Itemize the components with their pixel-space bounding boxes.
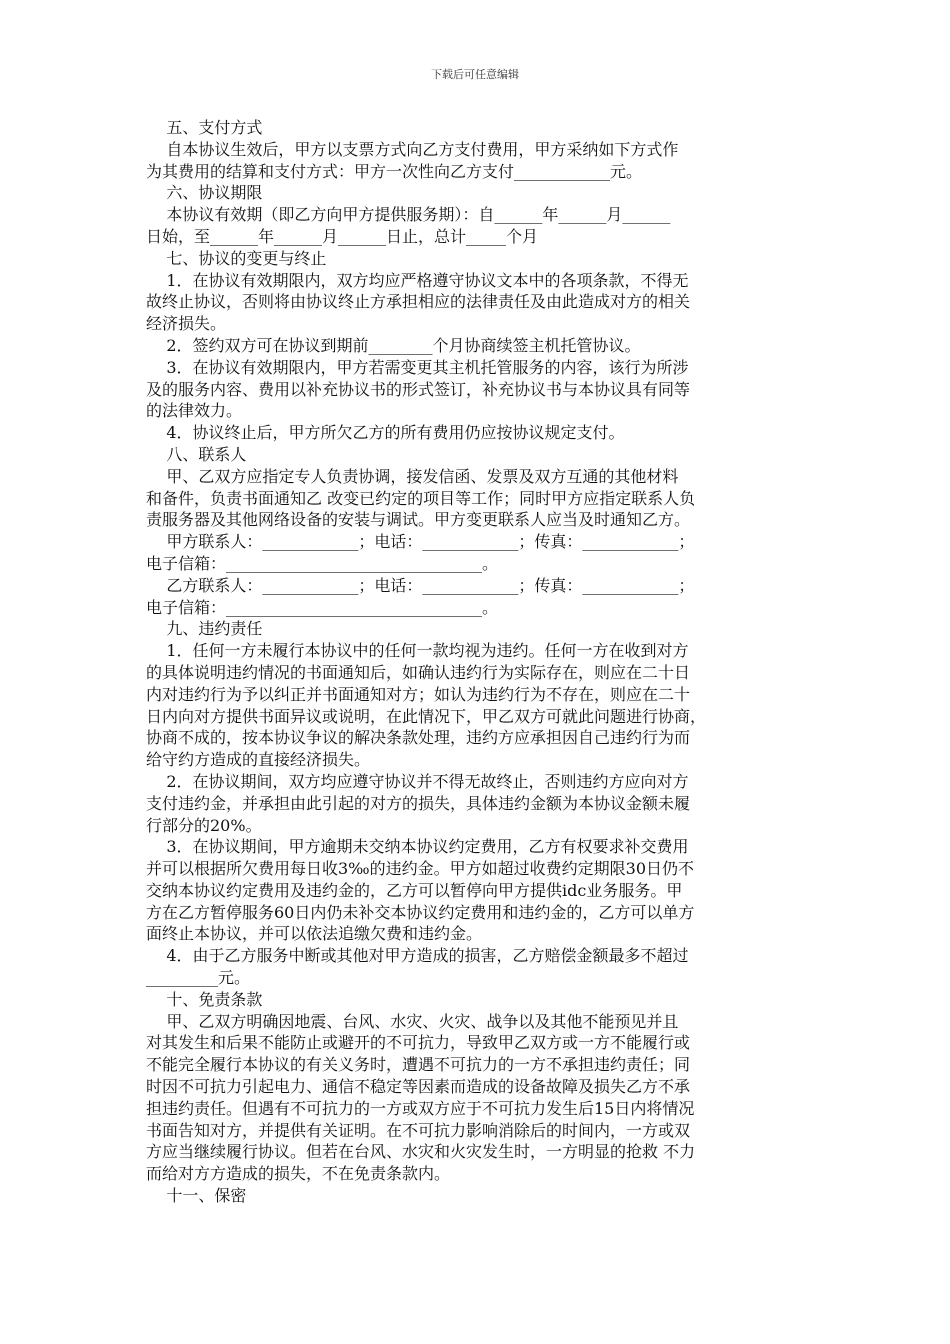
page-header: 下载后可任意编辑: [431, 68, 519, 81]
document-line: 电子信箱：________________________________。: [146, 597, 499, 617]
document-line: 八、联系人: [146, 444, 247, 464]
document-line: 面终止本协议，并可以依法追缴欠费和违约金。: [146, 924, 483, 944]
document-line: 给守约方造成的直接经济损失。: [146, 750, 371, 770]
document-line: 方应当继续履行协议。但若在台风、水灾和火灾发生时，一方明显的抢救 不力: [146, 1142, 696, 1162]
document-line: 4．由于乙方服务中断或其他对甲方造成的损害，乙方赔偿金额最多不超过: [146, 946, 689, 966]
document-line: 甲、乙双方应指定专人负责协调，接发信函、发票及双方互通的其他材料: [146, 466, 679, 486]
document-line: 九、违约责任: [146, 619, 263, 639]
document-line: 并可以根据所欠费用每日收3‰的违约金。甲方如超过收费约定期限30日仍不: [146, 859, 695, 879]
document-line: 2．签约双方可在协议到期前________个月协商续签主机托管协议。: [146, 335, 641, 355]
document-line: 乙方联系人：____________；电话：____________；传真：____________；: [146, 575, 695, 595]
document-line: 交纳本协议约定费用及违约金的，乙方可以暂停向甲方提供idc业务服务。甲: [146, 880, 683, 900]
document-line: 的具体说明违约情况的书面通知后，如确认违约行为实际存在，则应在二十日: [146, 662, 691, 682]
document-line: _________元。: [146, 968, 251, 988]
document-line: 内对违约行为予以纠正并书面通知对方；如认为违约行为不存在，则应在二十: [146, 684, 691, 704]
document-line: 日内向对方提供书面异议或说明，在此情况下，甲乙双方可就此问题进行协商，: [146, 706, 707, 726]
document-line: 支付违约金，并承担由此引起的对方的损失，具体违约金额为本协议金额未履: [146, 793, 691, 813]
document-line: 1．在协议有效期限内，双方均应严格遵守协议文本中的各项条款，不得无: [146, 270, 689, 290]
document-body: [146, 117, 806, 1207]
document-line: 甲方联系人：____________；电话：____________；传真：____________；: [146, 532, 695, 552]
document-line: 十一、保密: [146, 1186, 247, 1206]
document-line: 3．在协议有效期限内，甲方若需变更其主机托管服务的内容，该行为所涉: [146, 357, 689, 377]
document-line: 和备件，负责书面通知乙 改变已约定的项目等工作；同时甲方应指定联系人负: [146, 488, 696, 508]
document-line: 经济损失。: [146, 314, 227, 334]
document-line: 而给对方方造成的损失，不在免责条款内。: [146, 1164, 451, 1184]
document-line: 时因不可抗力引起电力、通信不稳定等因素而造成的设备故障及损失乙方不承: [146, 1077, 691, 1097]
document-line: 为其费用的结算和支付方式：甲方一次性向乙方支付____________元。: [146, 161, 643, 181]
document-line: 七、协议的变更与终止: [146, 248, 327, 268]
document-line: 甲、乙双方明确因地震、台风、水灾、火灾、战争以及其他不能预见并且: [146, 1011, 679, 1031]
document-line: 及的服务内容、费用以补充协议书的形式签订，补充协议书与本协议具有同等: [146, 379, 691, 399]
document-line: 本协议有效期（即乙方向甲方提供服务期）：自______年______月______: [146, 205, 671, 225]
document-line: 的法律效力。: [146, 401, 243, 421]
document-line: 方在乙方暂停服务60日内仍未补交本协议约定费用和违约金的，乙方可以单方: [146, 902, 695, 922]
document-line: 十、免责条款: [146, 989, 263, 1009]
document-line: 2．在协议期间，双方均应遵守协议并不得无故终止，否则违约方应向对方: [146, 771, 689, 791]
document-line: 担违约责任。但遇有不可抗力的一方或双方应于不可抗力发生后15日内将情况: [146, 1098, 695, 1118]
document-line: 日始，至______年______月______日止，总计_____个月: [146, 226, 539, 246]
document-line: 责服务器及其他网络设备的安装与调试。甲方变更联系人应当及时通知乙方。: [146, 510, 691, 530]
document-line: 不能完全履行本协议的有关义务时，遭遇不可抗力的一方不承担违约责任；同: [146, 1055, 691, 1075]
document-line: 1．任何一方未履行本协议中的任何一款均视为违约。任何一方在收到对方: [146, 641, 689, 661]
document-line: 4．协议终止后，甲方所欠乙方的所有费用仍应按协议规定支付。: [146, 423, 625, 443]
document-line: 故终止协议，否则将由协议终止方承担相应的法律责任及由此造成对方的相关: [146, 292, 691, 312]
document-line: 五、支付方式: [146, 118, 263, 137]
document-line: 协商不成的，按本协议争议的解决条款处理，违约方应承担因自己违约行为而: [146, 728, 691, 748]
document-line: 自本协议生效后，甲方以支票方式向乙方支付费用，甲方采纳如下方式作: [146, 139, 679, 159]
document-line: 六、协议期限: [146, 183, 263, 203]
document-line: 电子信箱：________________________________。: [146, 553, 499, 573]
document-line: 3．在协议期间，甲方逾期未交纳本协议约定费用，乙方有权要求补交费用: [146, 837, 689, 857]
document-line: 书面告知对方，并提供有关证明。在不可抗力影响消除后的时间内，一方或双: [146, 1120, 691, 1140]
document-line: 对其发生和后果不能防止或避开的不可抗力，导致甲乙双方或一方不能履行或: [146, 1033, 691, 1053]
document-line: 行部分的20%。: [146, 815, 262, 835]
